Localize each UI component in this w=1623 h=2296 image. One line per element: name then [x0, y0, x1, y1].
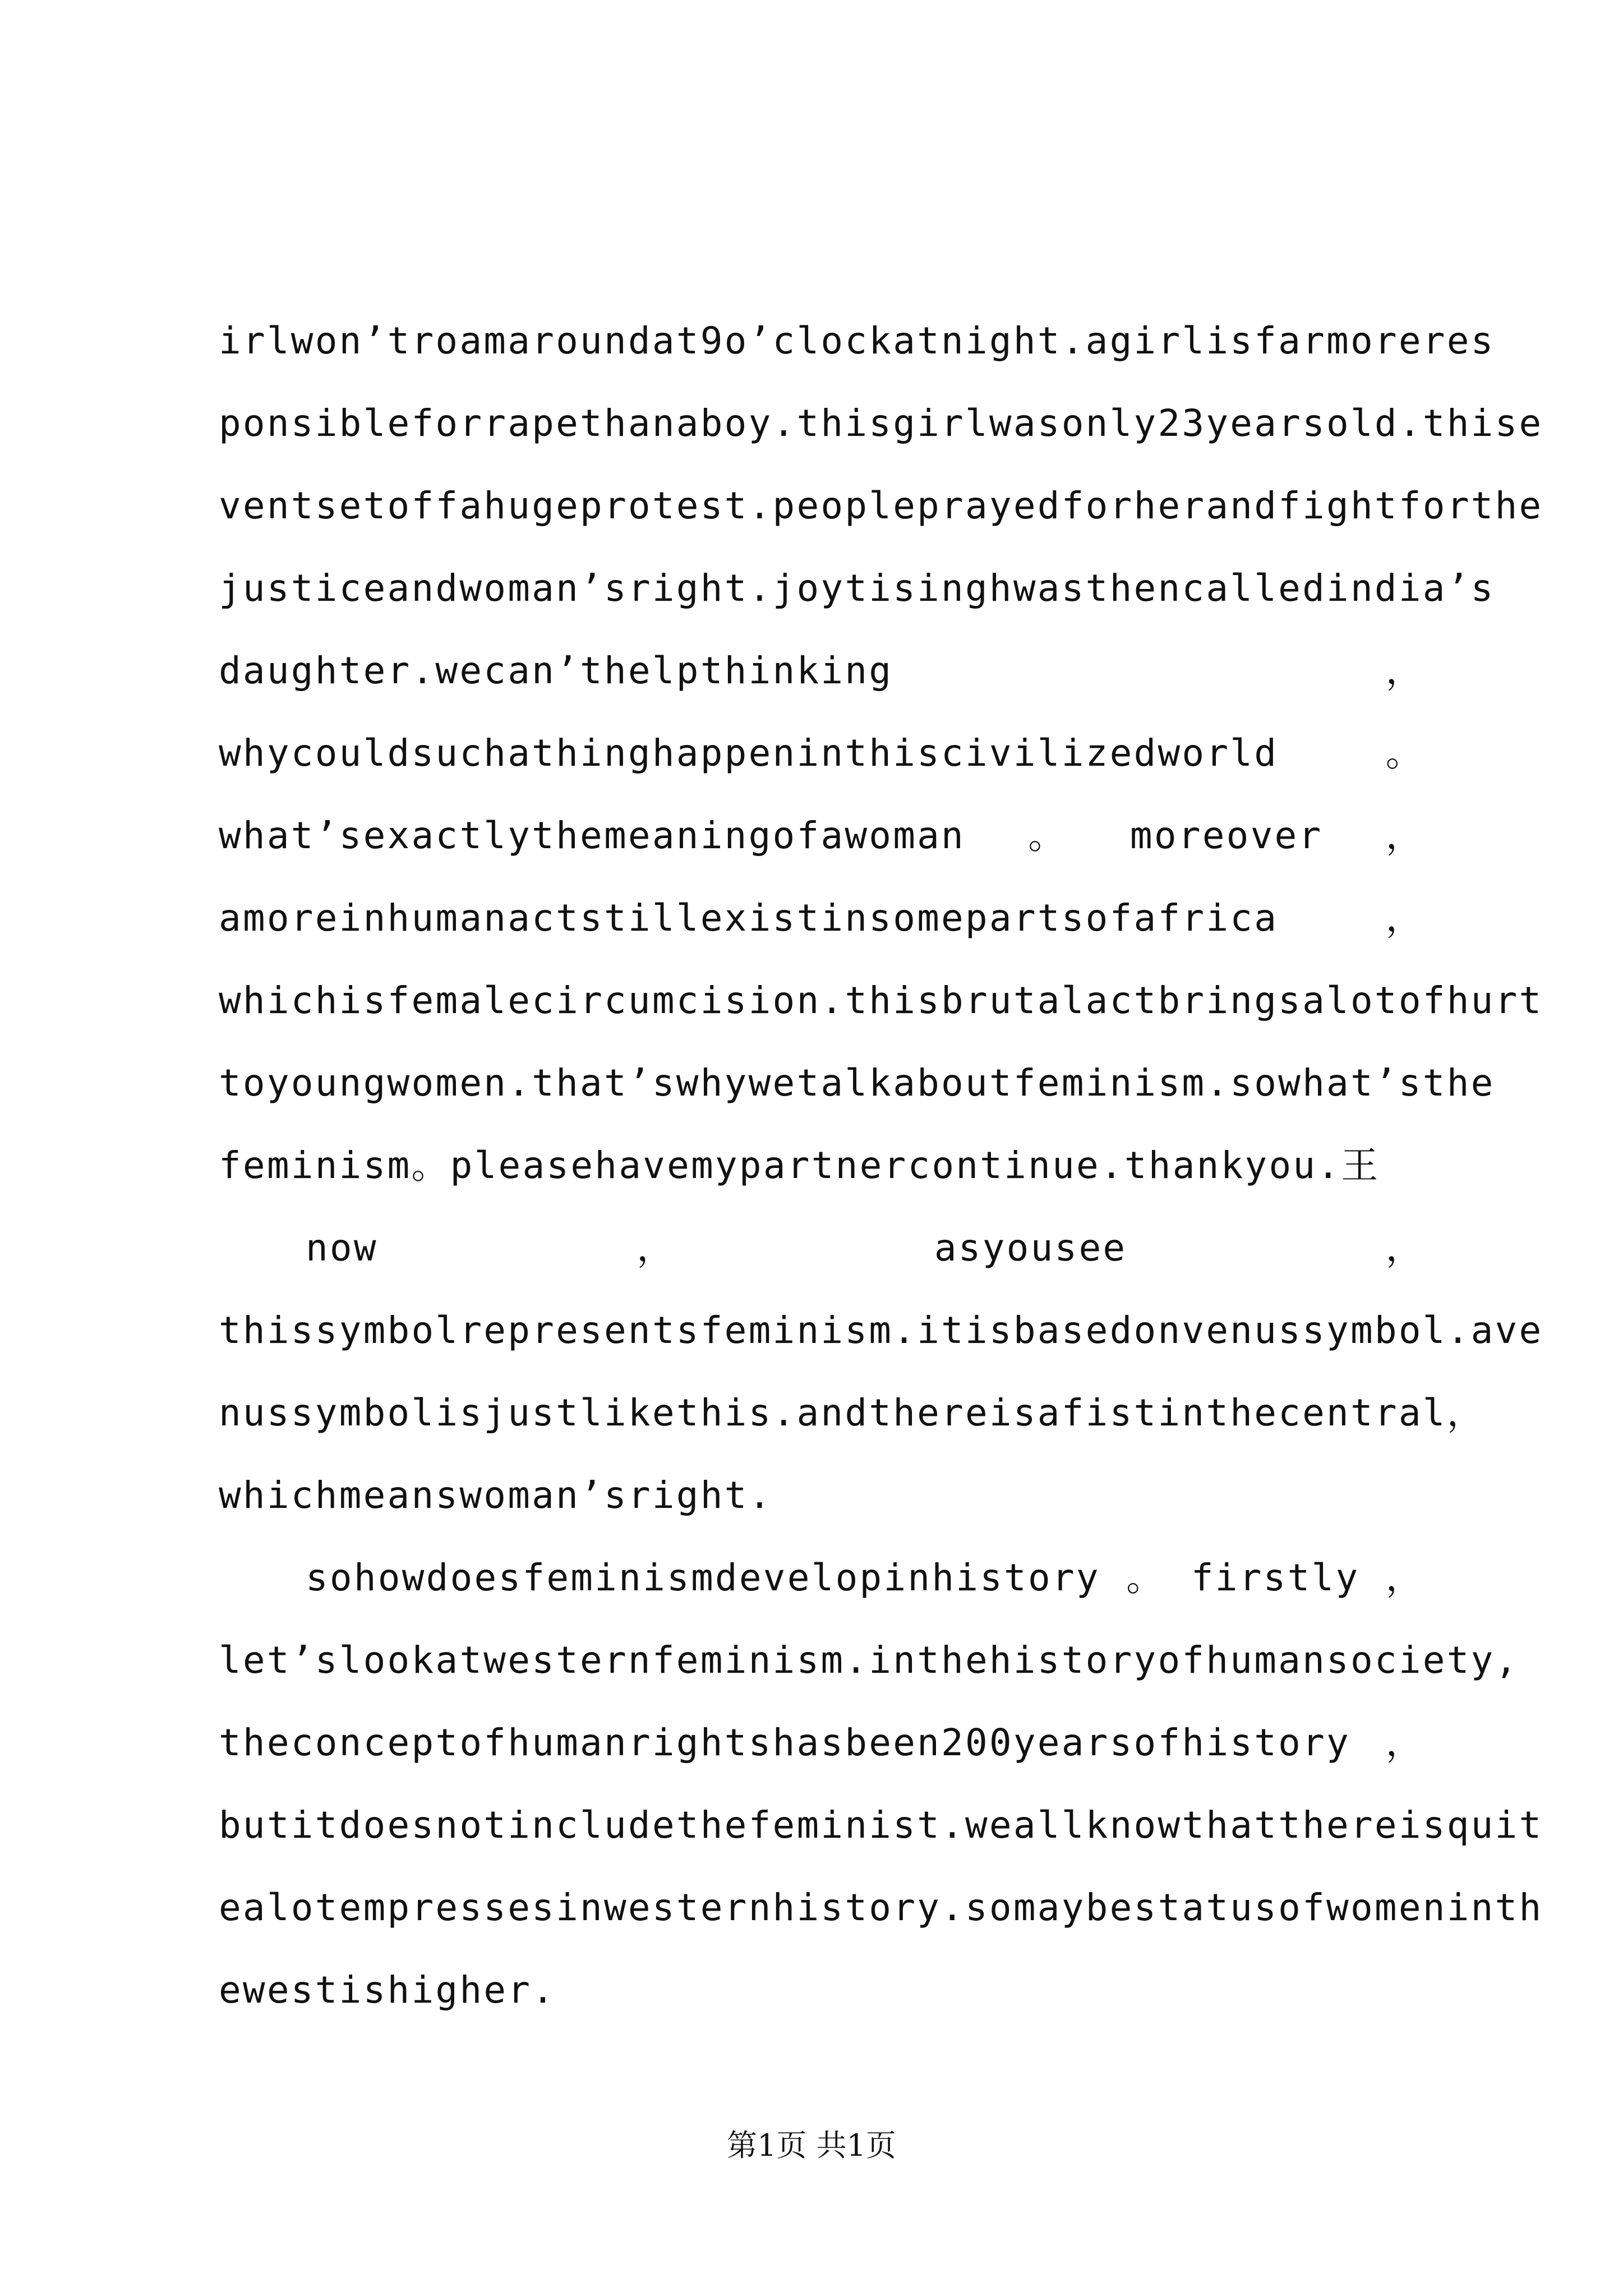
punctuation: ， — [1385, 814, 1424, 857]
text-fragment: what’sexactlythemeaningofawoman — [219, 814, 965, 857]
text-line: ealotempressesinwesternhistory.somaybestatusofwomeninth — [219, 1886, 1543, 1929]
text-line: irlwon’troamaroundat9o’clockatnight.agirlisfarmoreres — [219, 319, 1495, 362]
text-line — [219, 1372, 1486, 1454]
text-line: butitdoesnotincludethefeminist.weallknowthatthereisquit — [219, 1803, 1543, 1847]
text-line: feminism。pleasehavemypartnercontinue.thankyou.王 — [219, 1144, 1380, 1187]
text-line: let’slookatwesternfeminism.inthehistoryofhumansociety, — [219, 1639, 1519, 1682]
text-fragment: daughter.wecan’thelpthinking — [219, 649, 893, 692]
text-fragment: amoreinhumanactstillexistinsomepartsofafrica — [219, 896, 1279, 940]
page-footer: 第1页 共1页 — [727, 2128, 896, 2163]
text-line: ewestishigher. — [219, 1968, 556, 2012]
text-line: toyoungwomen.that’swhywetalkaboutfeminism.sowhat’sthe — [219, 1061, 1495, 1105]
punctuation: ， — [1385, 1556, 1424, 1599]
text-line: ponsibleforrapethanaboy.thisgirlwasonly23yearsold.thise — [219, 402, 1543, 445]
text-fragment: whycouldsuchathinghappeninthiscivilizedworld — [219, 731, 1279, 775]
punctuation: ， — [1385, 896, 1424, 940]
text-line — [219, 1701, 1424, 1784]
text-fragment: nussymbolisjustlikethis.andthereisafistinthecentral — [219, 1391, 1447, 1434]
text-line — [219, 1207, 1424, 1289]
text-line: justiceandwoman’sright.joytisinghwasthencalledindia’s — [219, 567, 1495, 610]
text-fragment: moreover — [1129, 814, 1323, 857]
punctuation: ， — [1385, 1226, 1424, 1269]
text-fragment: firstly — [1191, 1556, 1360, 1599]
text-line — [219, 712, 1424, 794]
text-line — [219, 794, 1424, 877]
text-line: whichisfemalecircumcision.thisbrutalactbringsalotofhurt — [219, 979, 1543, 1022]
text-fragment: asyousee — [934, 1226, 1127, 1269]
text-line: thissymbolrepresentsfeminism.itisbasedonvenussymbol.ave — [219, 1309, 1543, 1352]
text-fragment: theconceptofhumanrightshasbeen200yearsofhistory — [219, 1721, 1350, 1764]
punctuation: 。 — [1385, 731, 1424, 775]
punctuation: ， — [637, 1226, 676, 1269]
text-fragment: sohowdoesfeminismdevelopinhistory — [306, 1556, 1100, 1599]
text-line — [219, 877, 1424, 959]
text-line: ventsetoffahugeprotest.peopleprayedforherandfightforthe — [219, 484, 1543, 527]
punctuation: 。 — [1028, 814, 1067, 857]
text-line — [219, 1536, 1424, 1619]
text-line: whichmeanswoman’sright. — [219, 1474, 773, 1517]
punctuation: ， — [1385, 1721, 1424, 1764]
punctuation: ， — [1385, 649, 1424, 692]
text-fragment: now — [306, 1226, 378, 1269]
punctuation: 。 — [1126, 1556, 1165, 1599]
punctuation: ， — [1446, 1391, 1486, 1434]
text-line — [219, 629, 1424, 712]
